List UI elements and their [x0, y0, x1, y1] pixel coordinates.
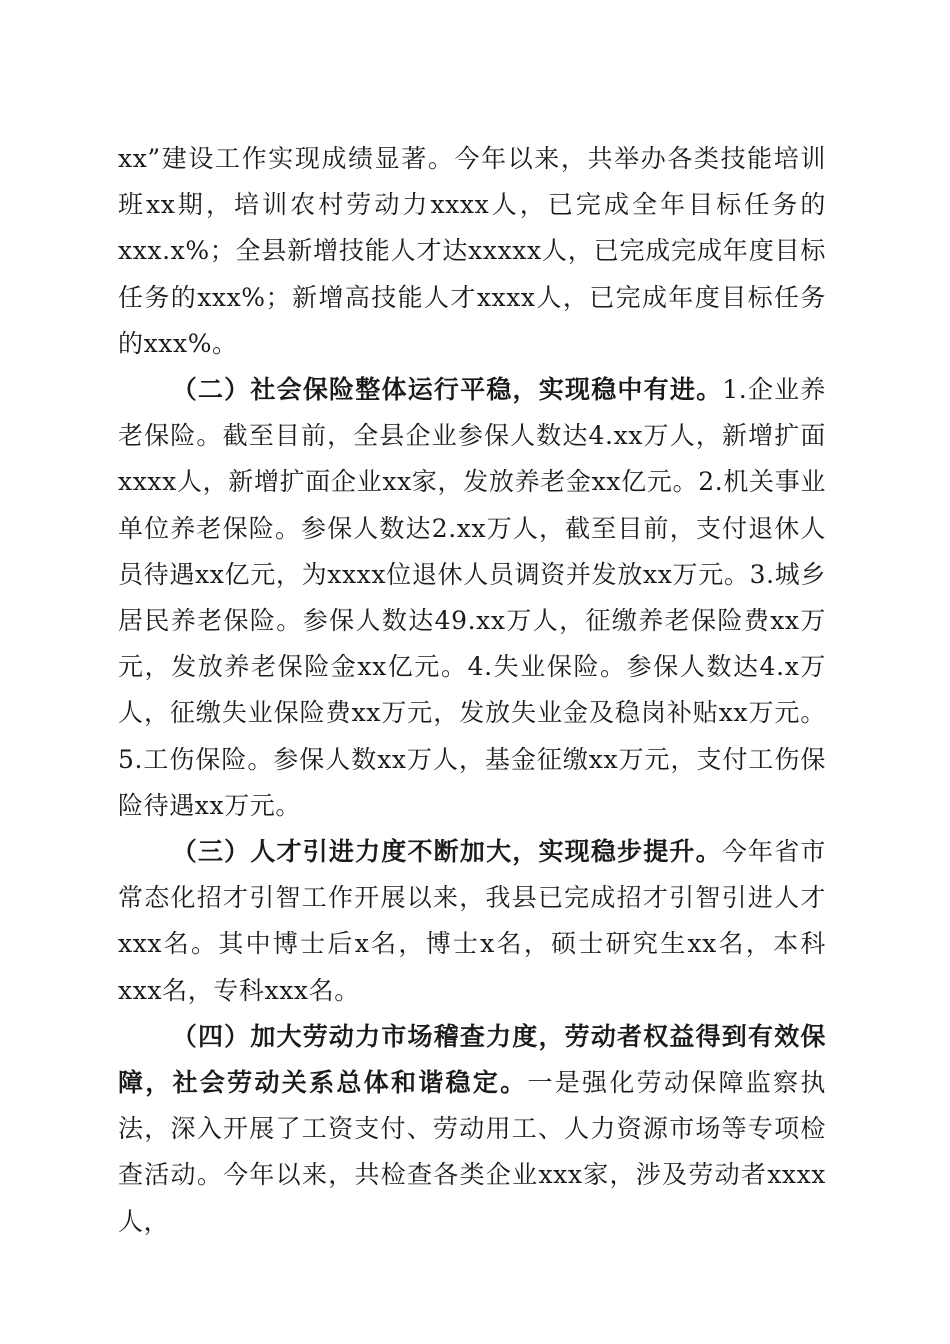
paragraph-body: xx”建设工作实现成绩显著。今年以来，共举办各类技能培训班xx期，培训农村劳动力xxxx人，已完成全年目标任务的xxx.x%；全县新增技能人才达xxxxx人，已完成完成年度目标任务的xxx%；新增高技能人才xxxx人，已完成年度目标任务的xxx%。: [118, 144, 826, 358]
paragraph-labor-market-inspection: [118, 1014, 826, 1245]
paragraph-heading: （二）社会保险整体运行平稳，实现稳中有进。: [171, 375, 723, 405]
paragraph-talent-introduction: [118, 829, 826, 1014]
document-body: [118, 136, 826, 1245]
paragraph-body: 一是强化劳动保障监察执法，深入开展了工资支付、劳动用工、人力资源市场等专项检查活动。今年以来，共检查各类企业xxx家，涉及劳动者xxxx人，: [118, 1068, 826, 1236]
paragraph-heading: （四）加大劳动力市场稽查力度，劳动者权益得到有效保障，社会劳动关系总体和谐稳定。: [118, 1021, 826, 1098]
paragraph-heading: （三）人才引进力度不断加大，实现稳步提升。: [171, 837, 722, 867]
paragraph-social-insurance: [118, 367, 826, 829]
paragraph-continuation: [118, 136, 826, 367]
paragraph-body: 1.企业养老保险。截至目前，全县企业参保人数达4.xx万人，新增扩面xxxx人，新增扩面企业xx家，发放养老金xx亿元。2.机关事业单位养老保险。参保人数达2.xx万人，截至目前，支付退休人员待遇xx亿元，为xxxx位退休人员调资并发放xx万元。3.城乡居民养老保险。参保人数达49.xx万人，征缴养老保险费xx万元，发放养老保险金xx亿元。4.失业保险。参保人数达4.x万人，征缴失业保险费xx万元，发放失业金及稳岗补贴xx万元。5.工伤保险。参保人数xx万人，基金征缴xx万元，支付工伤保险待遇xx万元。: [118, 375, 826, 820]
paragraph-body: 今年省市常态化招才引智工作开展以来，我县已完成招才引智引进人才xxx名。其中博士后x名，博士x名，硕士研究生xx名，本科xxx名，专科xxx名。: [118, 837, 826, 1005]
